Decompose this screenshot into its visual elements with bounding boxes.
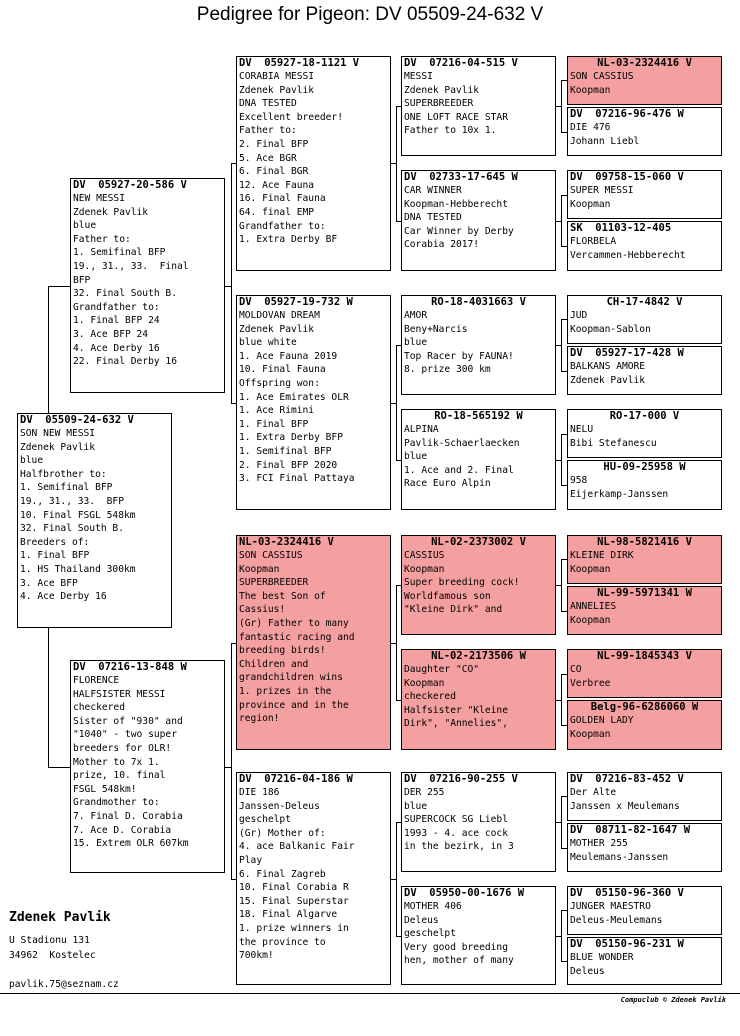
pigeon-info-line: blue xyxy=(404,800,428,812)
ring-number: DV 07216-90-255 V xyxy=(404,773,518,785)
pigeon-name: DER 255 xyxy=(404,787,445,798)
pigeon-info-line: Corabia 2017! xyxy=(404,239,480,251)
pigeon-info-line: 10. Final Fauna xyxy=(239,364,326,376)
connector xyxy=(396,700,401,701)
pigeon-info-line: Grandfather to: xyxy=(73,301,160,313)
connector xyxy=(561,371,567,372)
pigeon-info-line: 19., 31., 33. BFP xyxy=(20,495,124,507)
pigeon-card-ggp-3 xyxy=(401,295,556,395)
pigeon-info-line: "1040" - two super xyxy=(73,729,177,741)
pigeon-info-line: Vercammen-Hebberecht xyxy=(570,249,686,261)
ring-number: NL-03-2324416 V xyxy=(597,57,692,69)
connector xyxy=(231,643,232,879)
pigeon-info-line: 1. prizes in the xyxy=(239,685,332,697)
ring-number: DV 07216-96-476 W xyxy=(570,108,684,120)
connector xyxy=(561,611,567,612)
connector xyxy=(561,848,567,849)
pigeon-info-line: 12. Ace Fauna xyxy=(239,179,315,191)
pigeon-card-paternal-grandmother xyxy=(236,295,391,510)
ring-number: DV 09758-15-060 V xyxy=(570,171,684,183)
ring-number: DV 05150-96-360 V xyxy=(570,887,684,899)
pigeon-card-gggp-12 xyxy=(567,700,722,750)
pigeon-info-line: hen, mother of many xyxy=(404,955,514,967)
pigeon-card-ggp-6 xyxy=(401,649,556,750)
pigeon-info-line: geschelpt xyxy=(239,814,291,826)
connector xyxy=(396,221,401,222)
pigeon-info-line: 1. Final BFP xyxy=(20,550,90,562)
ring-number: NL-02-2173506 W xyxy=(431,650,526,662)
connector xyxy=(396,822,401,823)
connector xyxy=(48,628,49,767)
pigeon-info-line: Koopman xyxy=(570,563,611,575)
pigeon-info-line: Meulemans-Janssen xyxy=(570,851,669,863)
connector xyxy=(561,434,567,435)
pigeon-name: ALPINA xyxy=(404,424,439,435)
pigeon-card-ggp-5 xyxy=(401,535,556,635)
pigeon-card-gggp-15 xyxy=(567,886,722,935)
pigeon-info-line: Koopman xyxy=(570,198,611,210)
pigeon-info-line: SUPERBREEDER xyxy=(239,577,309,589)
pigeon-info-line: Dirk", "Annelies", xyxy=(404,718,508,730)
pigeon-info-line: 2. Final BFP xyxy=(239,138,309,150)
connector xyxy=(396,345,401,346)
pigeon-info-line: 1. Semifinal BFP xyxy=(239,445,332,457)
pigeon-info-line: Verbree xyxy=(570,677,611,689)
pigeon-info-line: blue xyxy=(20,455,44,467)
connector xyxy=(561,910,562,961)
pigeon-info-line: Zdenek Pavlik xyxy=(570,374,646,386)
pigeon-info-line: Children and xyxy=(239,658,309,670)
connector xyxy=(561,80,567,81)
pigeon-info-line: Grandmother to: xyxy=(73,797,160,809)
pigeon-card-gggp-16 xyxy=(567,937,722,985)
pigeon-name: Der Alte xyxy=(570,787,617,798)
pigeon-card-gggp-9 xyxy=(567,535,722,584)
pigeon-info-line: 4. Ace Derby 16 xyxy=(73,342,160,354)
ring-number: DV 05509-24-632 V xyxy=(20,414,134,426)
pigeon-info-line: 22. Final Derby 16 xyxy=(73,356,177,368)
connector xyxy=(561,725,567,726)
pigeon-info-line: 1. Final BFP 24 xyxy=(73,315,160,327)
connector xyxy=(561,132,567,133)
ring-number: DV 08711-82-1647 W xyxy=(570,824,691,836)
pigeon-name: DIE 186 xyxy=(239,787,280,798)
pigeon-info-line: Father to 10x 1. xyxy=(404,125,497,137)
footer-credit: Compuclub © Zdenek Pavlik xyxy=(620,996,726,1004)
pigeon-info-line: 1. Extra Derby BFP xyxy=(239,432,343,444)
pigeon-info-line: 18. Final Algarve xyxy=(239,909,338,921)
connector xyxy=(561,319,562,371)
pigeon-info-line: Koopman xyxy=(570,84,611,96)
connector xyxy=(561,961,567,962)
pigeon-info-line: Eijerkamp-Janssen xyxy=(570,488,669,500)
pigeon-name: NELU xyxy=(570,424,594,435)
pigeon-info-line: Sister of "930" and xyxy=(73,715,183,727)
pigeon-card-gggp-8 xyxy=(567,460,722,510)
pigeon-info-line: Koopman xyxy=(570,728,611,740)
pigeon-info-line: 10. Final FSGL 548km xyxy=(20,509,136,521)
pigeon-name: MESSI xyxy=(404,71,433,82)
connector xyxy=(48,767,70,768)
connector xyxy=(396,106,401,107)
pigeon-name: MOTHER 255 xyxy=(570,838,628,849)
ring-number: DV 05150-96-231 W xyxy=(570,938,684,950)
pigeon-info-line: 1. Ace Emirates OLR xyxy=(239,391,349,403)
pigeon-info-line: in the bezirk, in 3 xyxy=(404,841,514,853)
connector xyxy=(561,80,562,132)
pigeon-card-gggp-5 xyxy=(567,295,722,344)
pigeon-info-line: 1. Semifinal BFP xyxy=(20,482,113,494)
pigeon-info-line: SUPERBREEDER xyxy=(404,98,474,110)
pigeon-info-line: Bibi Stefanescu xyxy=(570,437,657,449)
pigeon-info-line: Halfsister "Kleine xyxy=(404,704,508,716)
connector xyxy=(396,822,397,936)
pigeon-info-line: geschelpt xyxy=(404,928,456,940)
pigeon-info-line: Excellent breeder! xyxy=(239,111,343,123)
pigeon-info-line: 1. Ace and 2. Final xyxy=(404,464,514,476)
pigeon-name: ANNELIES xyxy=(570,601,617,612)
pigeon-info-line: Halfbrother to: xyxy=(20,468,107,480)
pigeon-info-line: Koopman xyxy=(570,614,611,626)
pigeon-name: FLORBELA xyxy=(570,236,617,247)
pigeon-card-gggp-7 xyxy=(567,409,722,458)
pigeon-info-line: 19., 31., 33. Final xyxy=(73,260,189,272)
pigeon-card-paternal-grandfather xyxy=(236,56,391,271)
pigeon-info-line: 10. Final Corabia R xyxy=(239,882,349,894)
pigeon-name: GOLDEN LADY xyxy=(570,715,634,726)
pigeon-card-gggp-11 xyxy=(567,649,722,698)
pigeon-card-gggp-4 xyxy=(567,221,722,271)
ring-number: Belg-96-6286060 W xyxy=(590,701,699,713)
ring-number: NL-03-2324416 V xyxy=(239,536,334,548)
pigeon-info-line: Mother to 7x 1. xyxy=(73,756,160,768)
pigeon-info-line: 3. Ace BFP 24 xyxy=(73,328,149,340)
connector xyxy=(561,559,567,560)
connector xyxy=(396,936,401,937)
ring-number: RO-17-000 V xyxy=(609,410,680,422)
pigeon-info-line: 4. ace Balkanic Fair xyxy=(239,841,355,853)
page-title: Pedigree for Pigeon: DV 05509-24-632 V xyxy=(196,4,544,25)
owner-address-line: U Stadionu 131 xyxy=(9,935,90,946)
pigeon-name: KLEINE DIRK xyxy=(570,550,634,561)
pigeon-info-line: Deleus-Meulemans xyxy=(570,914,663,926)
pigeon-info-line: 8. prize 300 km xyxy=(404,364,491,376)
pigeon-card-ggp-8 xyxy=(401,886,556,985)
connector xyxy=(561,434,562,485)
pigeon-name: FLORENCE xyxy=(73,675,120,686)
pigeon-info-line: "Kleine Dirk" and xyxy=(404,604,503,616)
pigeon-card-ggp-2 xyxy=(401,170,556,271)
ring-number: NL-02-2373002 V xyxy=(431,536,526,548)
pigeon-info-line: 64. final EMP xyxy=(239,206,315,218)
pigeon-info-line: 1. Ace Fauna 2019 xyxy=(239,350,338,362)
pigeon-info-line: Play xyxy=(239,854,263,866)
pigeon-info-line: checkered xyxy=(73,702,125,714)
pigeon-info-line: Top Racer by FAUNA! xyxy=(404,350,514,362)
pigeon-info-line: 3. Ace BFP xyxy=(20,577,78,589)
connector xyxy=(48,286,70,287)
pigeon-info-line: blue xyxy=(73,220,97,232)
pigeon-info-line: 7. Final D. Corabia xyxy=(73,810,183,822)
pigeon-name: CORABIA MESSI xyxy=(239,71,315,82)
connector xyxy=(231,879,236,880)
pigeon-info-line: DNA TESTED xyxy=(239,98,297,110)
pigeon-info-line: Zdenek Pavlik xyxy=(73,206,149,218)
connector xyxy=(561,910,567,911)
pigeon-info-line: Worldfamous son xyxy=(404,590,491,602)
pigeon-info-line: Grandfather to: xyxy=(239,220,326,232)
pigeon-info-line: Cassius! xyxy=(239,604,286,616)
pigeon-info-line: BFP xyxy=(73,274,91,286)
pigeon-info-line: 1993 - 4. ace cock xyxy=(404,827,508,839)
pigeon-info-line: 5. Ace BGR xyxy=(239,152,297,164)
pigeon-info-line: 32. Final South B. xyxy=(73,288,177,300)
pigeon-info-line: Koopman xyxy=(404,563,445,575)
connector xyxy=(561,319,567,320)
pigeon-info-line: Zdenek Pavlik xyxy=(20,441,96,453)
pigeon-name: SON CASSIUS xyxy=(570,71,634,82)
connector xyxy=(561,796,567,797)
pigeon-info-line: Super breeding cock! xyxy=(404,577,520,589)
pigeon-info-line: breeders for OLR! xyxy=(73,742,172,754)
connector xyxy=(561,246,567,247)
ring-number: NL-99-1845343 V xyxy=(597,650,692,662)
pigeon-card-gggp-14 xyxy=(567,823,722,872)
pigeon-info-line: Offspring won: xyxy=(239,377,320,389)
pigeon-info-line: Father to: xyxy=(239,125,297,137)
ring-number: DV 07216-83-452 V xyxy=(570,773,684,785)
connector xyxy=(561,195,567,196)
connector xyxy=(561,674,567,675)
owner-name: Zdenek Pavlik xyxy=(9,910,111,925)
pigeon-info-line: the province to xyxy=(239,936,326,948)
pigeon-name: SON CASSIUS xyxy=(239,550,303,561)
pigeon-info-line: 32. Final South B. xyxy=(20,523,124,535)
pigeon-info-line: HALFSISTER MESSI xyxy=(73,688,166,700)
pigeon-info-line: Janssen-Deleus xyxy=(239,800,320,812)
connector xyxy=(231,163,236,164)
pigeon-info-line: Race Euro Alpin xyxy=(404,478,491,490)
pigeon-info-line: Very good breeding xyxy=(404,941,508,953)
pigeon-info-line: Zdenek Pavlik xyxy=(239,323,315,335)
pigeon-info-line: breeding birds! xyxy=(239,645,326,657)
ring-number: RO-18-565192 W xyxy=(434,410,523,422)
ring-number: SK 01103-12-405 xyxy=(570,222,672,234)
pigeon-name: JUNGER MAESTRO xyxy=(570,901,651,912)
ring-number: DV 05927-18-1121 V xyxy=(239,57,360,69)
pigeon-info-line: Deleus xyxy=(570,965,605,977)
pigeon-info-line: Father to: xyxy=(73,233,131,245)
pigeon-info-line: 700km! xyxy=(239,950,274,962)
pigeon-info-line: (Gr) Father to many xyxy=(239,617,349,629)
ring-number: DV 07216-04-186 W xyxy=(239,773,353,785)
pigeon-name: MOLDOVAN DREAM xyxy=(239,310,320,321)
pigeon-info-line: blue xyxy=(404,337,428,349)
pigeon-info-line: Koopman xyxy=(239,563,280,575)
pigeon-info-line: 2. Final BFP 2020 xyxy=(239,459,338,471)
pigeon-info-line: blue white xyxy=(239,337,297,349)
pigeon-name: CAR WINNER xyxy=(404,185,462,196)
connector xyxy=(48,286,49,413)
pigeon-info-line: Janssen x Meulemans xyxy=(570,800,680,812)
pigeon-info-line: Breeders of: xyxy=(20,536,90,548)
pigeon-info-line: (Gr) Mother of: xyxy=(239,827,326,839)
pigeon-info-line: 1. Semifinal BFP xyxy=(73,247,166,259)
ring-number: DV 05927-17-428 W xyxy=(570,347,684,359)
pigeon-info-line: 16. Final Fauna xyxy=(239,193,326,205)
connector xyxy=(396,585,397,700)
ring-number: NL-98-5821416 V xyxy=(597,536,692,548)
pigeon-info-line: province and in the xyxy=(239,699,349,711)
ring-number: DV 05927-19-732 W xyxy=(239,296,353,308)
pigeon-info-line: 1. prize winners in xyxy=(239,922,349,934)
connector xyxy=(561,195,562,246)
pigeon-card-maternal-grandmother xyxy=(236,772,391,985)
pigeon-card-mother xyxy=(70,660,225,873)
pigeon-info-line: 15. Extrem OLR 607km xyxy=(73,838,189,850)
connector xyxy=(231,403,236,404)
pigeon-info-line: Car Winner by Derby xyxy=(404,225,514,237)
pigeon-card-gggp-10 xyxy=(567,586,722,635)
pigeon-info-line: 1. Final BFP xyxy=(239,418,309,430)
pigeon-info-line: 4. Ace Derby 16 xyxy=(20,591,107,603)
pigeon-card-maternal-grandfather xyxy=(236,535,391,750)
pigeon-card-father xyxy=(70,178,225,393)
ring-number: DV 02733-17-645 W xyxy=(404,171,518,183)
pigeon-name: SON NEW MESSI xyxy=(20,428,96,439)
pigeon-card-gggp-2 xyxy=(567,107,722,156)
connector xyxy=(396,460,401,461)
connector xyxy=(561,796,562,848)
pigeon-info-line: fantastic racing and xyxy=(239,631,355,643)
pigeon-info-line: 3. FCI Final Pattaya xyxy=(239,473,355,485)
owner-block xyxy=(9,910,119,990)
pigeon-card-ggp-1 xyxy=(401,56,556,156)
pigeon-name: MOTHER 406 xyxy=(404,901,462,912)
connector xyxy=(561,559,562,611)
pigeon-info-line: Zdenek Pavlik xyxy=(404,84,480,96)
pigeon-name: BALKANS AMORE xyxy=(570,361,646,372)
pigeon-name: JUD xyxy=(570,310,588,321)
pigeon-info-line: ONE LOFT RACE STAR xyxy=(404,111,508,123)
connector xyxy=(561,674,562,725)
ring-number: RO-18-4031663 V xyxy=(431,296,526,308)
ring-number: NL-99-5971341 W xyxy=(597,587,692,599)
connector xyxy=(231,643,236,644)
pigeon-card-ggp-7 xyxy=(401,772,556,872)
pigeon-info-line: prize, 10. final xyxy=(73,770,166,782)
ring-number: DV 07216-13-848 W xyxy=(73,661,187,673)
pigeon-card-gggp-1 xyxy=(567,56,722,105)
pigeon-info-line: 1. Ace Rimini xyxy=(239,405,315,417)
pigeon-info-line: 6. Final Zagreb xyxy=(239,868,326,880)
pigeon-info-line: The best Son of xyxy=(239,590,326,602)
pigeon-card-gggp-13 xyxy=(567,772,722,821)
pigeon-name: 958 xyxy=(570,475,588,486)
pigeon-info-line: Koopman xyxy=(404,677,445,689)
owner-email[interactable]: pavlik.75@seznam.cz xyxy=(9,979,119,990)
pigeon-info-line: Zdenek Pavlik xyxy=(239,84,315,96)
owner-address-line: 34962 Kostelec xyxy=(9,950,96,961)
pigeon-info-line: DNA TESTED xyxy=(404,212,462,224)
pigeon-name: Daughter "CO" xyxy=(404,664,480,675)
connector xyxy=(396,585,401,586)
pigeon-info-line: 7. Ace D. Corabia xyxy=(73,824,172,836)
footer-divider xyxy=(0,993,740,994)
pigeon-info-line: region! xyxy=(239,713,280,725)
ring-number: HU-09-25958 W xyxy=(603,461,686,473)
pigeon-info-line: grandchildren wins xyxy=(239,672,343,684)
pigeon-info-line: Pavlik-Schaerlaecken xyxy=(404,437,520,449)
connector xyxy=(396,345,397,460)
pigeon-info-line: Beny+Narcis xyxy=(404,323,468,335)
pigeon-info-line: checkered xyxy=(404,691,456,703)
pigeon-info-line: 1. HS Thailand 300km xyxy=(20,563,136,575)
connector xyxy=(561,485,567,486)
pigeon-card-gggp-3 xyxy=(567,170,722,219)
connector xyxy=(396,106,397,221)
connector xyxy=(231,163,232,403)
ring-number: DV 05950-00-1676 W xyxy=(404,887,525,899)
ring-number: CH-17-4842 V xyxy=(606,296,683,308)
pigeon-name: BLUE WONDER xyxy=(570,952,634,963)
pigeon-name: AMOR xyxy=(404,310,428,321)
pigeon-card-subject xyxy=(17,413,172,628)
pigeon-info-line: FSGL 548km! xyxy=(73,783,137,795)
pigeon-info-line: blue xyxy=(404,451,428,463)
pigeon-name: DIE 476 xyxy=(570,122,611,133)
pigeon-info-line: 15. Final Superstar xyxy=(239,895,349,907)
pigeon-info-line: Koopman-Hebberecht xyxy=(404,198,508,210)
ring-number: DV 05927-20-586 V xyxy=(73,179,187,191)
pigeon-info-line: Johann Liebl xyxy=(570,135,640,147)
pigeon-name: CO xyxy=(570,664,582,675)
pigeon-info-line: Deleus xyxy=(404,914,439,926)
pigeon-info-line: 1. Extra Derby BF xyxy=(239,234,338,246)
pigeon-info-line: Koopman-Sablon xyxy=(570,323,651,335)
pigeon-info-line: SUPERCOCK SG Liebl xyxy=(404,814,508,826)
pigeon-name: NEW MESSI xyxy=(73,193,125,204)
pigeon-card-gggp-6 xyxy=(567,346,722,395)
pigeon-card-ggp-4 xyxy=(401,409,556,510)
pigeon-name: CASSIUS xyxy=(404,550,445,561)
pigeon-name: SUPER MESSI xyxy=(570,185,634,196)
pigeon-info-line: 6. Final BGR xyxy=(239,166,309,178)
ring-number: DV 07216-04-515 V xyxy=(404,57,518,69)
